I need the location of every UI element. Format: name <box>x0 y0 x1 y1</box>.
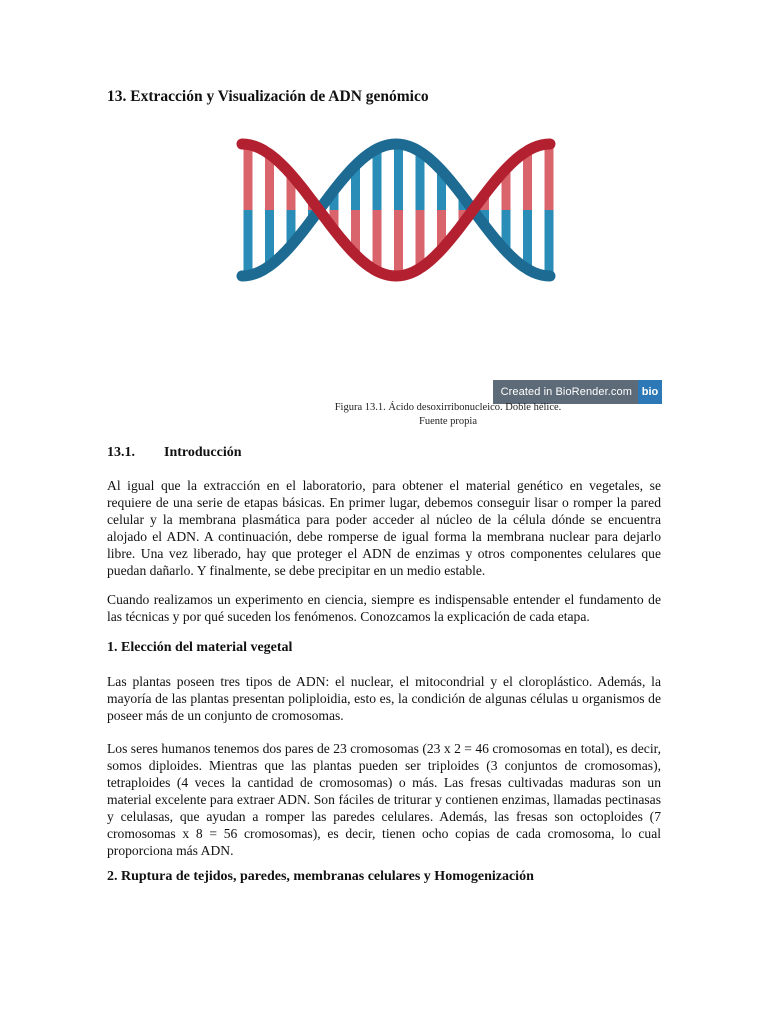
section-heading-ruptura: 2. Ruptura de tejidos, paredes, membranas celulares y Homogenización <box>107 869 534 884</box>
figure-caption-source: Fuente propia <box>418 416 478 427</box>
biorender-logo: bio <box>638 380 662 404</box>
section-number: 13.1. <box>107 445 135 460</box>
base-pair-segment <box>373 210 382 271</box>
section-heading-eleccion: 1. Elección del material vegetal <box>107 640 293 655</box>
page-title: 13. Extracción y Visualización de ADN genómico <box>107 88 429 105</box>
base-pair-segment <box>244 144 253 210</box>
figure-caption <box>234 401 662 429</box>
section-heading-introduccion <box>107 445 242 461</box>
base-pair-segment <box>244 210 253 276</box>
base-pair-segment <box>545 210 554 276</box>
paragraph-intro-2: Cuando realizamos un experimento en ciencia, siempre es indispensable entender el fundamento de las técnicas y por qué suceden los fenómenos. Conozcamos la explicación de cada etapa. <box>107 592 661 624</box>
base-pair-segment <box>394 144 403 210</box>
base-pair-segment <box>545 144 554 210</box>
paragraph-eleccion-2: Los seres humanos tenemos dos pares de 23 cromosomas (23 x 2 = 46 cromosomas en total), es decir, somos diploides. Mientras que las plantas pueden ser triploides (3 conjuntos de cromosomas), tetraploides (4 veces la cantidad de cromosomas) o más. Las fresas cultivadas maduras son un material excelente para extraer ADN. Son fáciles de triturar y contienen enzimas, llamadas pectinasas y celulasas, que ayudan a romper las paredes celulares. Además, las fresas son octoploides (7 cromosomas x 8 = 56 cromosomas), es decir, tienen ocho copias de cada cromosoma, lo cual proporciona más ADN. <box>107 741 661 858</box>
base-pair-segment <box>394 210 403 276</box>
figure-caption-line: Figura 13.1. Ácido desoxirribonucleico. Doble hélice. <box>334 402 562 413</box>
base-pair-segment <box>523 210 532 269</box>
section-title: Introducción <box>164 445 242 460</box>
base-pair-segment <box>373 149 382 210</box>
dna-double-helix-illustration <box>234 126 662 404</box>
dna-figure <box>234 126 662 404</box>
paragraph-intro-1: Al igual que la extracción en el laboratorio, para obtener el material genético en vegetales, se requiere de una serie de etapas básicas. En primer lugar, debemos conseguir lisar o romper la pared celular y la membrana plasmática para poder acceder al núcleo de la célula dónde se encuentra alojado el ADN. A continuación, debe romperse de igual forma la membrana nuclear para dejarlo libre. Una vez liberado, hay que proteger el ADN de enzimas y otros componentes celulares que puedan dañarlo. Y finalmente, se debe precipitar en un medio estable. <box>107 478 661 578</box>
biorender-text: Created in BioRender.com <box>493 380 638 404</box>
paragraph-eleccion-1: Las plantas poseen tres tipos de ADN: el nuclear, el mitocondrial y el cloroplástico. Además, la mayoría de las plantas presentan poliploidia, esto es, la condición de algunas células u organismos de poseer más de un conjunto de cromosomas. <box>107 674 661 723</box>
base-pair-segment <box>523 151 532 210</box>
